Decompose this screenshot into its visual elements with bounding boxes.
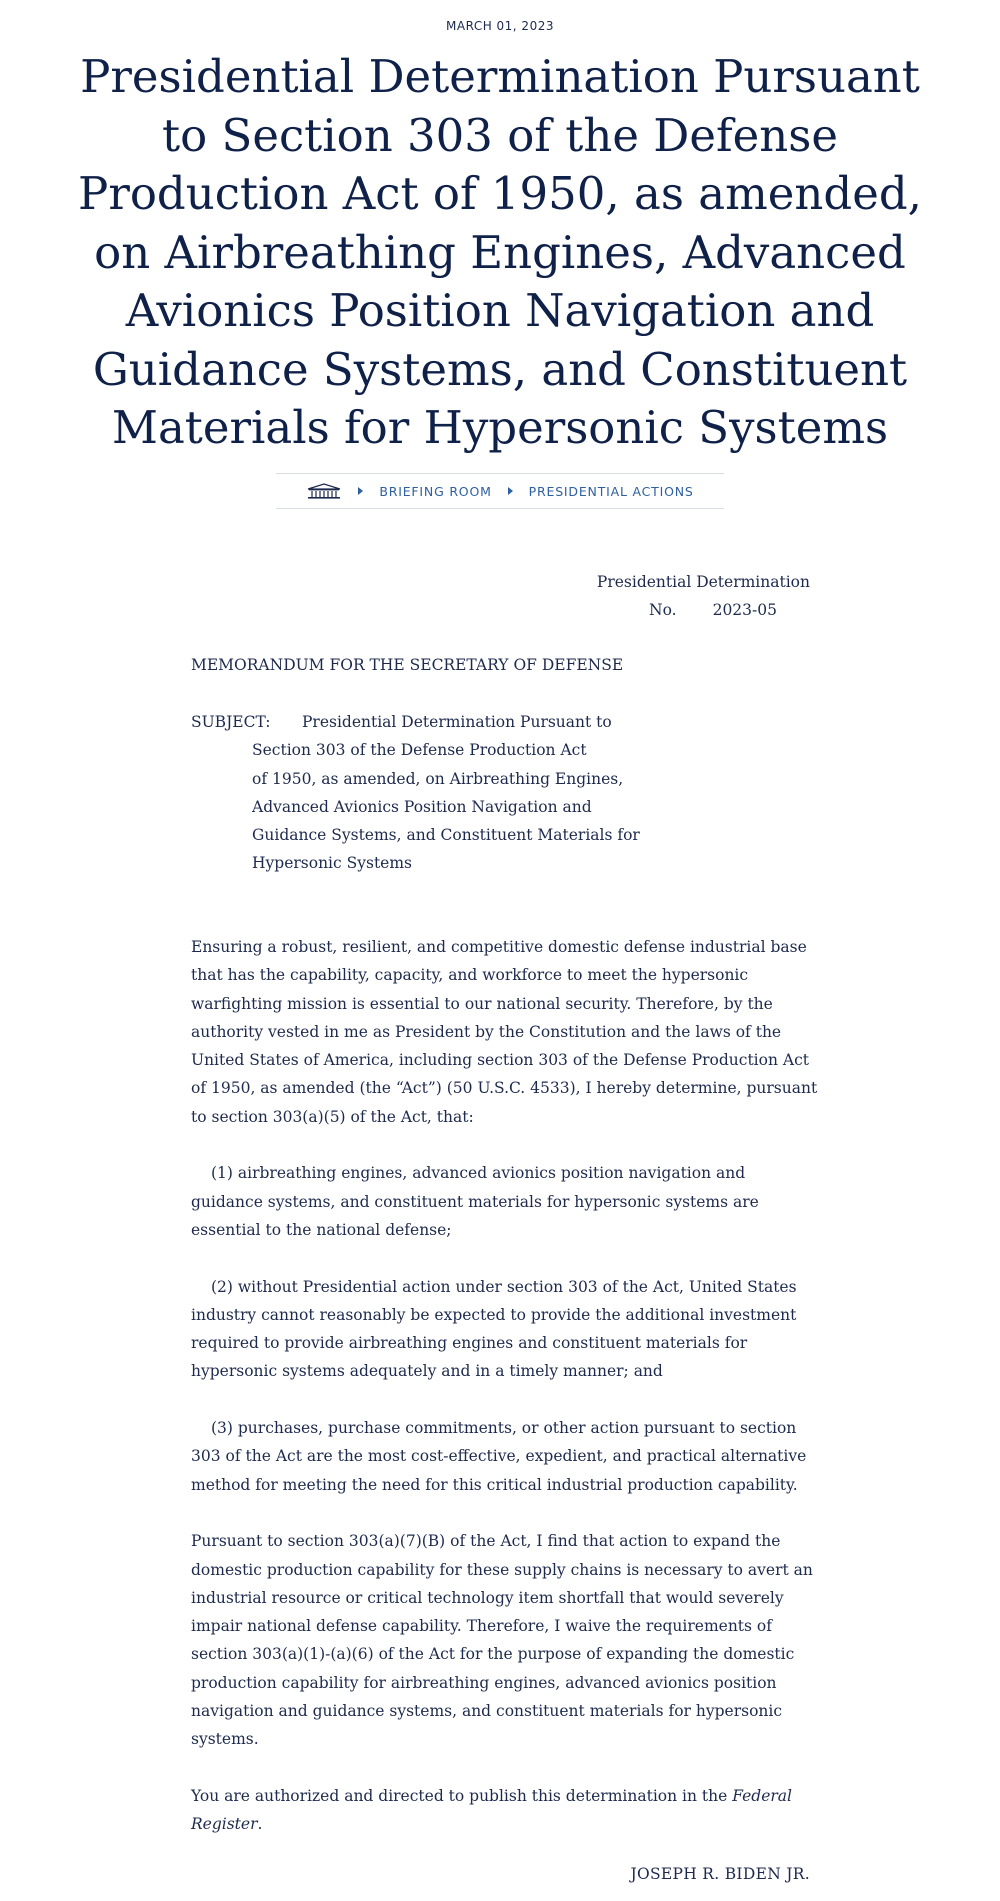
publish-date: MARCH 01, 2023 (446, 19, 554, 33)
subject-line: of 1950, as amended, on Airbreathing Engines, (252, 769, 624, 788)
body-paragraph: Pursuant to section 303(a)(7)(B) of the Act, I find that action to expand the domestic production capability for these supply chains is necessary to avert an industrial resource or critical technology item shortfall that would severely impair national defense capability. Therefore, I waive the requirements of section 303(a)(1)-(a)(6) of the Act for the purpose of expanding the domestic production capability for airbreathing engines, advanced avionics position navigation and guidance systems, and constituent materials for hypersonic systems. (191, 1532, 813, 1749)
subject-line: Advanced Avionics Position Navigation and (252, 797, 592, 816)
determination-no-label: No. (649, 601, 677, 620)
subject-line: Section 303 of the Defense Production Act (252, 741, 587, 760)
subject-label: SUBJECT: (191, 713, 271, 731)
memo-body (191, 933, 821, 1867)
subject-line: Hypersonic Systems (252, 854, 412, 873)
breadcrumb-separator-icon (508, 487, 513, 495)
determination-item-3: (3) purchases, purchase commitments, or other action pursuant to section 303 of the Act are the most cost-effective, expedient, and practical alternative method for meeting the need for this critical industrial production capability. (191, 1419, 807, 1494)
determination-item-2: (2) without Presidential action under section 303 of the Act, United States industry cannot reasonably be expected to provide the additional investment required to provide airbreathing engines and constituent materials for hypersonic systems adequately and in a timely manner; and (191, 1277, 797, 1381)
determination-item-1: (1) airbreathing engines, advanced avionics position navigation and guidance systems, and constituent materials for hypersonic systems are essential to the national defense; (191, 1164, 759, 1239)
federal-register-text: Federal Register (191, 1786, 792, 1834)
subject-line: Guidance Systems, and Constituent Materials for (252, 826, 640, 845)
breadcrumb-separator-icon (358, 487, 363, 495)
closing-paragraph (191, 1782, 821, 1839)
determination-label: Presidential Determination (596, 573, 810, 591)
body-paragraph: Ensuring a robust, resilient, and competitive domestic defense industrial base that has the capability, capacity, and workforce to meet the hypersonic warfighting mission is essential to our national security. Therefore, by the authority vested in me as President by the Constitution and the laws of the United States of America, including section 303 of the Defense Production Act of 1950, as amended (the “Act”) (50 U.S.C. 4533), I hereby determine, pursuant to section 303(a)(5) of the Act, that: (191, 938, 818, 1126)
page-title: Presidential Determination Pursuant to Section 303 of the Defense Production Act of 1950, as amended, on Airbreathing Engines, Advanced Avionics Position Navigation and Guidance Systems, and Constituent Materials for Hypersonic Systems (78, 50, 922, 454)
subject-line: Presidential Determination Pursuant to (302, 713, 612, 731)
determination-header (560, 568, 810, 625)
memo-subject (191, 708, 751, 878)
determination-number: 2023-05 (712, 601, 777, 620)
determination-number-line (560, 596, 810, 624)
breadcrumb-briefing-room[interactable]: BRIEFING ROOM (379, 483, 492, 499)
closing-end: . (257, 1815, 263, 1834)
memo-addressee: MEMORANDUM FOR THE SECRETARY OF DEFENSE (191, 656, 624, 674)
signature: JOSEPH R. BIDEN JR. (630, 1865, 810, 1883)
breadcrumb (276, 473, 724, 509)
breadcrumb-presidential-actions[interactable]: PRESIDENTIAL ACTIONS (528, 483, 694, 499)
white-house-icon[interactable] (306, 483, 342, 499)
closing-text: You are authorized and directed to publish this determination in the (191, 1786, 733, 1805)
